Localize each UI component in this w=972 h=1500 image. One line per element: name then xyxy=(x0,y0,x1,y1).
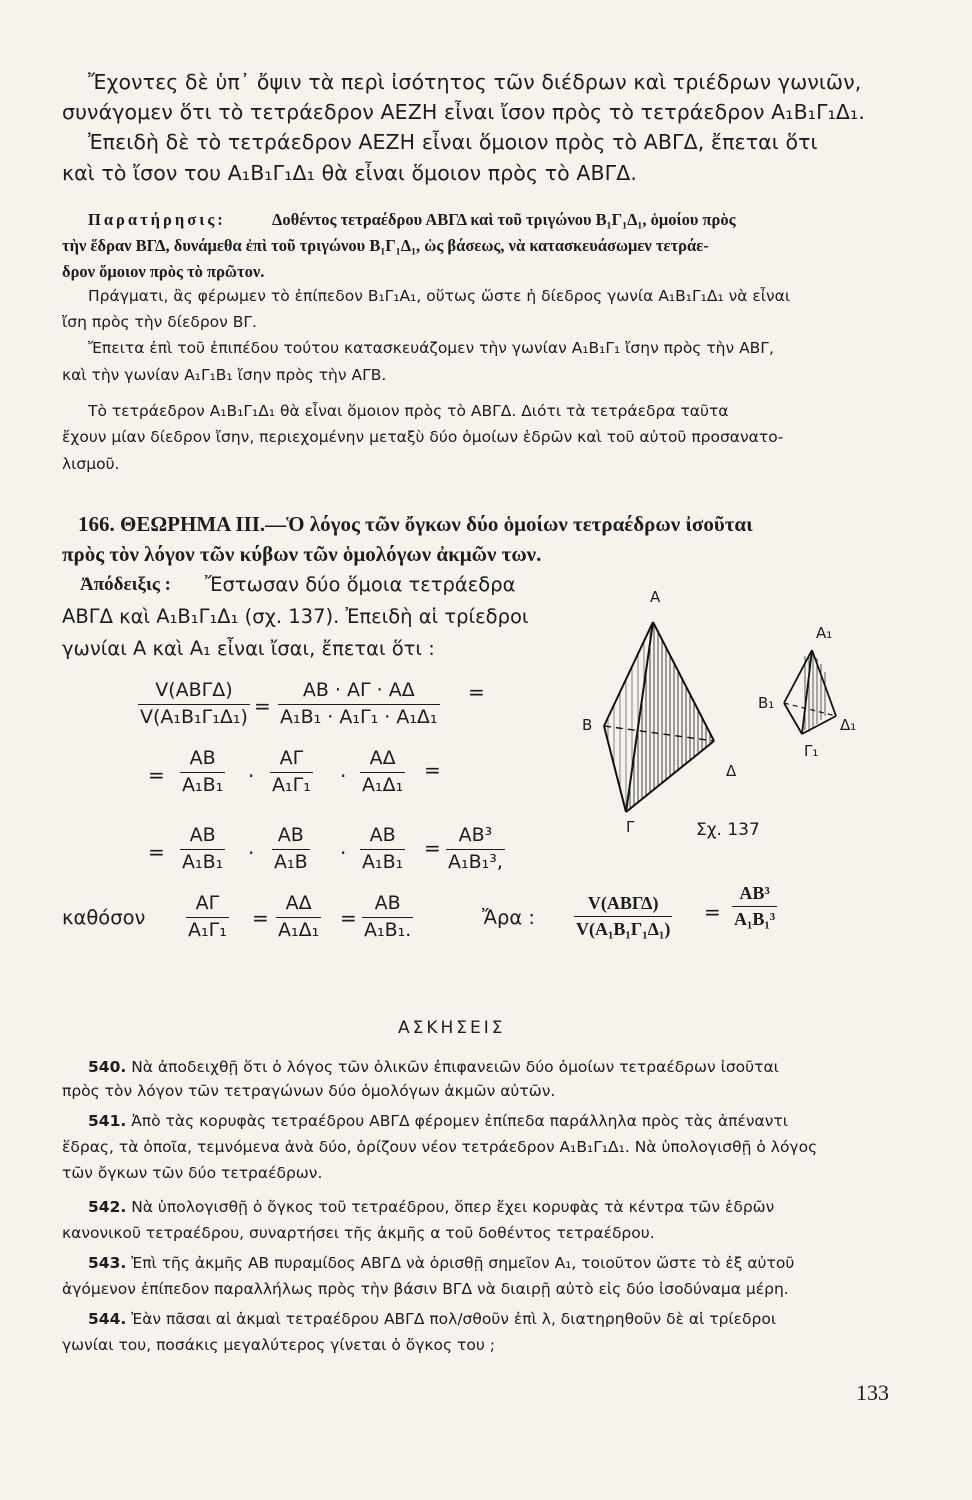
exercise-number: 544. xyxy=(88,1310,127,1328)
equals-sign: = xyxy=(148,840,165,864)
text-line: καὶ τὸ ἴσον του Α₁Β₁Γ₁Δ₁ θὰ εἶναι ὅμοιον πρὸς τὸ ΑΒΓΔ. xyxy=(62,161,637,185)
equals-sign: = xyxy=(254,694,271,718)
fraction xyxy=(360,748,405,797)
equals-sign: = xyxy=(704,900,721,924)
numerator: ΑΒ xyxy=(369,824,396,846)
text-line: κανονικοῦ τετραέδρου, συναρτήσει τῆς ἀκμῆς α τοῦ δοθέντος τετραέδρου. xyxy=(62,1224,655,1242)
text-line: γωνίαι του, ποσάκις μεγαλύτερος γίνεται ὁ ὄγκος του ; xyxy=(62,1336,495,1354)
equals-sign: = xyxy=(468,680,485,704)
fraction xyxy=(180,825,225,874)
vertex-label-A: Α xyxy=(650,588,661,606)
denominator: V(Α₁Β₁Γ₁Δ₁) xyxy=(140,705,248,728)
ara-word: Ἄρα : xyxy=(482,906,535,929)
vertex-label-D: Δ xyxy=(726,762,737,780)
text-line: τὴν ἕδραν ΒΓΔ, δυνάμεθα ἐπὶ τοῦ τριγώνου Β₁Γ₁Δ₁, ὡς βάσεως, νὰ κατασκευάσωμεν τετράε- xyxy=(62,236,709,255)
text-line: γωνίαι Α καὶ Α₁ εἶναι ἴσαι, ἔπεται ὅτι : xyxy=(62,637,435,660)
text-line: Ἔστωσαν δύο ὅμοια τετράεδρα xyxy=(205,573,516,596)
exercises-heading: ΑΣΚΗΣΕΙΣ xyxy=(398,1018,506,1038)
fraction xyxy=(446,825,505,874)
vertex-label-D1: Δ₁ xyxy=(840,716,857,734)
denominator: Α₁Γ₁ xyxy=(188,918,227,941)
equals-sign: = xyxy=(424,758,441,782)
page-number: 133 xyxy=(856,1380,889,1405)
denominator: Α₁Δ₁ xyxy=(278,918,320,941)
numerator: ΑΒ · ΑΓ · ΑΔ xyxy=(302,679,415,701)
denominator: V(Α₁Β₁Γ₁Δ₁) xyxy=(576,918,671,939)
fraction xyxy=(272,825,310,874)
vertex-label-B: Β xyxy=(582,716,593,734)
exercise-540 xyxy=(88,1058,779,1076)
text-line: Τὸ τετράεδρον Α₁Β₁Γ₁Δ₁ θὰ εἶναι ὅμοιον πρὸς τὸ ΑΒΓΔ. Διότι τὰ τετράεδρα ταῦτα xyxy=(88,402,729,420)
text-line: Ἐπειδὴ δὲ τὸ τετράεδρον ΑΕΖΗ εἶναι ὅμοιον πρὸς τὸ ΑΒΓΔ, ἔπεται ὅτι xyxy=(88,130,818,154)
numerator: ΑΒ xyxy=(189,747,216,769)
text-line: Πράγματι, ἂς φέρωμεν τὸ ἐπίπεδον Β₁Γ₁Α₁, οὕτως ὥστε ἡ δίεδρος γωνία Α₁Β₁Γ₁Δ₁ νὰ εἶναι xyxy=(88,287,791,305)
theorem-line: πρὸς τὸν λόγον τῶν κύβων τῶν ὁμολόγων ἀκμῶν των. xyxy=(62,542,542,566)
numerator: ΑΓ xyxy=(195,892,220,914)
numerator: ΑΒ³ xyxy=(458,824,493,846)
equals-sign: = xyxy=(148,763,165,787)
text-line: ἕδρας, τὰ ὁποῖα, τεμνόμενα ἀνὰ δύο, ὁρίζουν νέον τετράεδρον Α₁Β₁Γ₁Δ₁. Νὰ ὑπολογισθῇ ὁ λόγος xyxy=(62,1138,818,1156)
numerator: ΑΒ³ xyxy=(739,883,770,903)
final-volume-ratio xyxy=(574,893,672,939)
text-line: δρον ὅμοιον πρὸς τὸ πρῶτον. xyxy=(62,262,265,281)
remark-label: Παρατήρησις: xyxy=(88,210,226,229)
dot-operator: · xyxy=(248,764,255,788)
exercise-543 xyxy=(88,1254,794,1272)
dot-operator: · xyxy=(248,841,255,865)
text-line: Ἐπὶ τῆς ἀκμῆς ΑΒ πυραμίδος ΑΒΓΔ νὰ ὁρισθῇ σημεῖον Α₁, τοιοῦτον ὥστε τὸ ἐξ αὐτοῦ xyxy=(131,1254,795,1272)
text-line: Ἔπειτα ἐπὶ τοῦ ἐπιπέδου τούτου κατασκευάζομεν τὴν γωνίαν Α₁Β₁Γ₁ ἴσην πρὸς τὴν ΑΒΓ, xyxy=(88,339,774,357)
text-line: Νὰ ὑπολογισθῇ ὁ ὄγκος τοῦ τετραέδρου, ὅπερ ἔχει κορυφὰς τὰ κέντρα τῶν ἑδρῶν xyxy=(131,1198,775,1216)
equals-sign: = xyxy=(424,836,441,860)
denominator: Α₁Β₁. xyxy=(364,918,412,941)
text-line: πρὸς τὸν λόγον τῶν τετραγώνων δύο ὁμολόγων ἀκμῶν αὐτῶν. xyxy=(62,1082,556,1100)
kathoson-word: καθόσον xyxy=(62,906,146,929)
exercise-number: 543. xyxy=(88,1254,127,1272)
fraction xyxy=(360,825,405,874)
denominator: Α₁Β₁³, xyxy=(448,850,503,873)
text-line: Ἔχοντες δὲ ὑπ᾽ ὄψιν τὰ περὶ ἰσότητος τῶν διέδρων καὶ τριέδρων γωνιῶν, xyxy=(88,70,862,94)
fraction xyxy=(180,748,225,797)
fraction xyxy=(362,893,413,942)
dot-operator: · xyxy=(340,841,347,865)
exercise-542 xyxy=(88,1198,774,1216)
text-line: ἔχουν μίαν δίεδρον ἴσην, περιεχομένην μεταξὺ δύο ὁμοίων ἑδρῶν καὶ τοῦ αὐτοῦ προσανατο- xyxy=(62,428,784,446)
numerator: ΑΒ xyxy=(189,824,216,846)
denominator: Α₁Β₁ xyxy=(362,850,404,873)
proof-label: Ἀπόδειξις : xyxy=(80,574,171,595)
denominator: Α₁Δ₁ xyxy=(362,773,404,796)
text-line: καὶ τὴν γωνίαν Α₁Γ₁Β₁ ἴσην πρὸς τὴν ΑΓΒ. xyxy=(62,366,387,384)
text-line: λισμοῦ. xyxy=(62,455,120,473)
text-line: τῶν ὄγκων τῶν δύο τετραέδρων. xyxy=(62,1164,323,1182)
denominator: Α₁Γ₁ xyxy=(272,773,311,796)
figure-caption: Σχ. 137 xyxy=(696,820,760,840)
numerator: ΑΒ xyxy=(374,892,401,914)
volume-ratio-fraction xyxy=(138,680,250,729)
exercise-number: 541. xyxy=(88,1112,127,1130)
denominator: Α₁Β₁³ xyxy=(734,908,776,929)
exercise-544 xyxy=(88,1310,776,1328)
numerator: ΑΔ xyxy=(369,747,396,769)
edge-product-fraction xyxy=(278,680,440,729)
vertex-label-A1: Α₁ xyxy=(816,624,833,642)
equals-sign: = xyxy=(340,906,357,930)
numerator: V(ΑΒΓΔ) xyxy=(155,679,233,701)
text-line: Ἐὰν πᾶσαι αἱ ἀκμαὶ τετραέδρου ΑΒΓΔ πολ/σθοῦν ἐπὶ λ, διατηρηθοῦν δὲ αἱ τρίεδροι xyxy=(131,1310,777,1328)
text-line: ἴση πρὸς τὴν δίεδρον ΒΓ. xyxy=(62,313,257,331)
vertex-label-G: Γ xyxy=(626,818,635,836)
fraction xyxy=(186,893,229,942)
numerator: ΑΓ xyxy=(279,747,304,769)
text-line: Νὰ ἀποδειχθῇ ὅτι ὁ λόγος τῶν ὁλικῶν ἐπιφανειῶν δύο ὁμοίων τετραέδρων ἰσοῦται xyxy=(131,1058,779,1076)
vertex-label-G1: Γ₁ xyxy=(804,742,819,760)
figure-137 xyxy=(580,588,900,848)
text-line: ἀγόμενον ἐπίπεδον παραλλήλως πρὸς τὴν βάσιν ΒΓΔ νὰ διαιρῇ αὐτὸ εἰς δύο ἰσοδύναμα μέρη. xyxy=(62,1280,789,1298)
vertex-label-B1: Β₁ xyxy=(758,694,775,712)
numerator: ΑΒ xyxy=(277,824,304,846)
text-line: Δοθέντος τετραέδρου ΑΒΓΔ καὶ τοῦ τριγώνου Β₁Γ₁Δ₁, ὁμοίου πρὸς xyxy=(272,210,736,229)
exercise-541 xyxy=(88,1112,788,1130)
text-line: συνάγομεν ὅτι τὸ τετράεδρον ΑΕΖΗ εἶναι ἴσον πρὸς τὸ τετράεδρον Α₁Β₁Γ₁Δ₁. xyxy=(62,100,865,124)
exercise-number: 540. xyxy=(88,1058,127,1076)
dot-operator: · xyxy=(340,764,347,788)
fraction xyxy=(270,748,313,797)
final-cube-ratio xyxy=(732,883,777,929)
equals-sign: = xyxy=(252,906,269,930)
numerator: ΑΔ xyxy=(285,892,312,914)
text-line: Ἀπὸ τὰς κορυφὰς τετραέδρου ΑΒΓΔ φέρομεν ἐπίπεδα παράλληλα πρὸς τὰς ἀπέναντι xyxy=(131,1112,788,1130)
theorem-line: 166. ΘΕΩΡΗΜΑ ΙΙΙ.—Ὁ λόγος τῶν ὄγκων δύο ὁμοίων τετραέδρων ἰσοῦται xyxy=(78,512,753,536)
numerator: V(ΑΒΓΔ) xyxy=(587,893,659,913)
fraction xyxy=(276,893,321,942)
denominator: Α₁Β₁ xyxy=(182,850,224,873)
denominator: Α₁Β xyxy=(274,850,308,873)
text-line: ΑΒΓΔ καὶ Α₁Β₁Γ₁Δ₁ (σχ. 137). Ἐπειδὴ αἱ τρίεδροι xyxy=(62,605,529,628)
denominator: Α₁Β₁ xyxy=(182,773,224,796)
denominator: Α₁Β₁ · Α₁Γ₁ · Α₁Δ₁ xyxy=(280,705,438,728)
exercise-number: 542. xyxy=(88,1198,127,1216)
